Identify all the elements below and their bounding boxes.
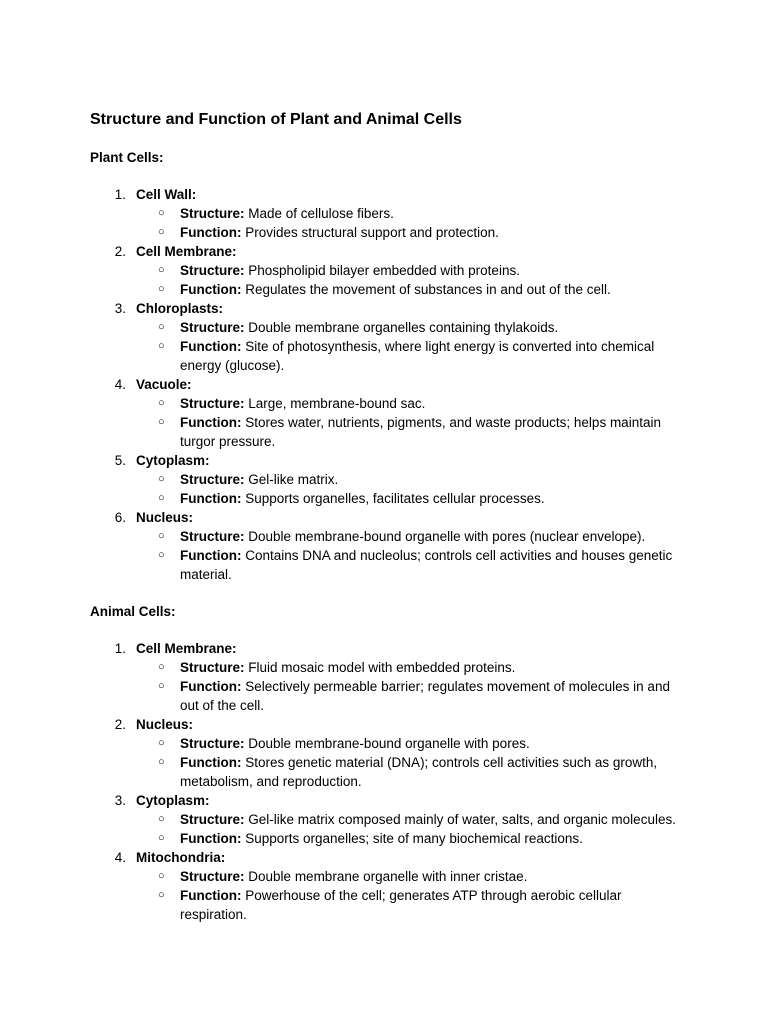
item-number: 4. xyxy=(114,377,126,392)
function-detail xyxy=(136,337,690,375)
hollow-circle-bullet-icon: ○ xyxy=(158,530,165,542)
list-item xyxy=(90,508,690,584)
animal-cells-heading: Animal Cells: xyxy=(90,604,176,619)
detail-list xyxy=(136,470,690,508)
structure-text: Double membrane organelle with inner cristae. xyxy=(248,869,528,884)
list-item xyxy=(90,715,690,791)
detail-list xyxy=(136,204,690,242)
list-item xyxy=(90,791,690,848)
hollow-circle-bullet-icon: ○ xyxy=(158,492,165,504)
list-item xyxy=(90,299,690,375)
function-detail xyxy=(136,223,690,242)
structure-detail xyxy=(136,394,690,413)
structure-text: Phospholipid bilayer embedded with proteins. xyxy=(248,263,520,278)
structure-text: Double membrane-bound organelle with pores. xyxy=(248,736,530,751)
function-text: Stores water, nutrients, pigments, and waste products; helps maintain turgor pressure. xyxy=(180,415,661,449)
function-text: Supports organelles; site of many biochemical reactions. xyxy=(245,831,583,846)
function-label: Function: xyxy=(180,415,242,430)
detail-list xyxy=(136,527,690,584)
hollow-circle-bullet-icon: ○ xyxy=(158,416,165,428)
organelle-name: Cell Wall: xyxy=(136,187,197,202)
hollow-circle-bullet-icon: ○ xyxy=(158,870,165,882)
hollow-circle-bullet-icon: ○ xyxy=(158,813,165,825)
animal-organelle-list xyxy=(90,639,690,924)
structure-label: Structure: xyxy=(180,869,245,884)
function-label: Function: xyxy=(180,225,242,240)
function-detail xyxy=(136,886,690,924)
list-item xyxy=(90,848,690,924)
function-text: Selectively permeable barrier; regulates movement of molecules in and out of the cell. xyxy=(180,679,670,713)
hollow-circle-bullet-icon: ○ xyxy=(158,680,165,692)
function-detail xyxy=(136,546,690,584)
structure-text: Gel-like matrix composed mainly of water, salts, and organic molecules. xyxy=(248,812,676,827)
item-number: 3. xyxy=(114,793,126,808)
structure-label: Structure: xyxy=(180,812,245,827)
structure-label: Structure: xyxy=(180,472,245,487)
function-text: Stores genetic material (DNA); controls cell activities such as growth, metabolism, and reproduction. xyxy=(180,755,658,789)
organelle-name: Cell Membrane: xyxy=(136,641,237,656)
function-detail xyxy=(136,753,690,791)
detail-list xyxy=(136,318,690,375)
structure-detail xyxy=(136,734,690,753)
function-text: Contains DNA and nucleolus; controls cell activities and houses genetic material. xyxy=(180,548,673,582)
detail-list xyxy=(136,867,690,924)
structure-detail xyxy=(136,318,690,337)
function-label: Function: xyxy=(180,888,242,903)
hollow-circle-bullet-icon: ○ xyxy=(158,226,165,238)
function-text: Provides structural support and protection. xyxy=(245,225,499,240)
hollow-circle-bullet-icon: ○ xyxy=(158,756,165,768)
hollow-circle-bullet-icon: ○ xyxy=(158,889,165,901)
organelle-name: Vacuole: xyxy=(136,377,192,392)
organelle-name: Mitochondria: xyxy=(136,850,226,865)
function-detail xyxy=(136,413,690,451)
organelle-name: Cytoplasm: xyxy=(136,453,210,468)
structure-text: Made of cellulose fibers. xyxy=(248,206,394,221)
list-item xyxy=(90,242,690,299)
function-label: Function: xyxy=(180,491,242,506)
structure-detail xyxy=(136,658,690,677)
hollow-circle-bullet-icon: ○ xyxy=(158,264,165,276)
item-number: 2. xyxy=(114,717,126,732)
item-number: 6. xyxy=(114,510,126,525)
structure-detail xyxy=(136,527,690,546)
detail-list xyxy=(136,394,690,451)
item-number: 1. xyxy=(114,187,126,202)
function-label: Function: xyxy=(180,755,242,770)
structure-label: Structure: xyxy=(180,529,245,544)
plant-organelle-list xyxy=(90,185,690,584)
hollow-circle-bullet-icon: ○ xyxy=(158,737,165,749)
item-number: 5. xyxy=(114,453,126,468)
item-number: 3. xyxy=(114,301,126,316)
hollow-circle-bullet-icon: ○ xyxy=(158,340,165,352)
hollow-circle-bullet-icon: ○ xyxy=(158,283,165,295)
structure-detail xyxy=(136,810,690,829)
function-label: Function: xyxy=(180,548,242,563)
list-item xyxy=(90,639,690,715)
hollow-circle-bullet-icon: ○ xyxy=(158,397,165,409)
structure-text: Gel-like matrix. xyxy=(248,472,339,487)
structure-detail xyxy=(136,261,690,280)
structure-detail xyxy=(136,470,690,489)
structure-label: Structure: xyxy=(180,320,245,335)
structure-text: Double membrane-bound organelle with pores (nuclear envelope). xyxy=(248,529,646,544)
organelle-name: Cytoplasm: xyxy=(136,793,210,808)
hollow-circle-bullet-icon: ○ xyxy=(158,549,165,561)
list-item xyxy=(90,451,690,508)
function-label: Function: xyxy=(180,831,242,846)
detail-list xyxy=(136,658,690,715)
function-detail xyxy=(136,829,690,848)
structure-label: Structure: xyxy=(180,660,245,675)
function-label: Function: xyxy=(180,339,242,354)
function-text: Regulates the movement of substances in and out of the cell. xyxy=(245,282,611,297)
function-text: Supports organelles, facilitates cellular processes. xyxy=(245,491,545,506)
organelle-name: Chloroplasts: xyxy=(136,301,224,316)
list-item xyxy=(90,185,690,242)
hollow-circle-bullet-icon: ○ xyxy=(158,473,165,485)
structure-text: Large, membrane-bound sac. xyxy=(248,396,426,411)
item-number: 4. xyxy=(114,850,126,865)
function-detail xyxy=(136,677,690,715)
organelle-name: Nucleus: xyxy=(136,717,194,732)
hollow-circle-bullet-icon: ○ xyxy=(158,321,165,333)
hollow-circle-bullet-icon: ○ xyxy=(158,207,165,219)
detail-list xyxy=(136,261,690,299)
detail-list xyxy=(136,734,690,791)
structure-detail xyxy=(136,867,690,886)
organelle-name: Cell Membrane: xyxy=(136,244,237,259)
structure-text: Fluid mosaic model with embedded proteins. xyxy=(248,660,516,675)
item-number: 2. xyxy=(114,244,126,259)
hollow-circle-bullet-icon: ○ xyxy=(158,661,165,673)
structure-label: Structure: xyxy=(180,736,245,751)
structure-label: Structure: xyxy=(180,206,245,221)
list-item xyxy=(90,375,690,451)
structure-label: Structure: xyxy=(180,263,245,278)
function-text: Site of photosynthesis, where light energy is converted into chemical energy (glucose). xyxy=(180,339,655,373)
function-detail xyxy=(136,489,690,508)
structure-text: Double membrane organelles containing thylakoids. xyxy=(248,320,559,335)
plant-cells-heading: Plant Cells: xyxy=(90,150,164,165)
structure-detail xyxy=(136,204,690,223)
organelle-name: Nucleus: xyxy=(136,510,194,525)
function-detail xyxy=(136,280,690,299)
structure-label: Structure: xyxy=(180,396,245,411)
function-text: Powerhouse of the cell; generates ATP through aerobic cellular respiration. xyxy=(180,888,622,922)
document-title: Structure and Function of Plant and Animal Cells xyxy=(90,111,462,128)
item-number: 1. xyxy=(114,641,126,656)
detail-list xyxy=(136,810,690,848)
function-label: Function: xyxy=(180,679,242,694)
document-page xyxy=(90,110,690,924)
function-label: Function: xyxy=(180,282,242,297)
hollow-circle-bullet-icon: ○ xyxy=(158,832,165,844)
